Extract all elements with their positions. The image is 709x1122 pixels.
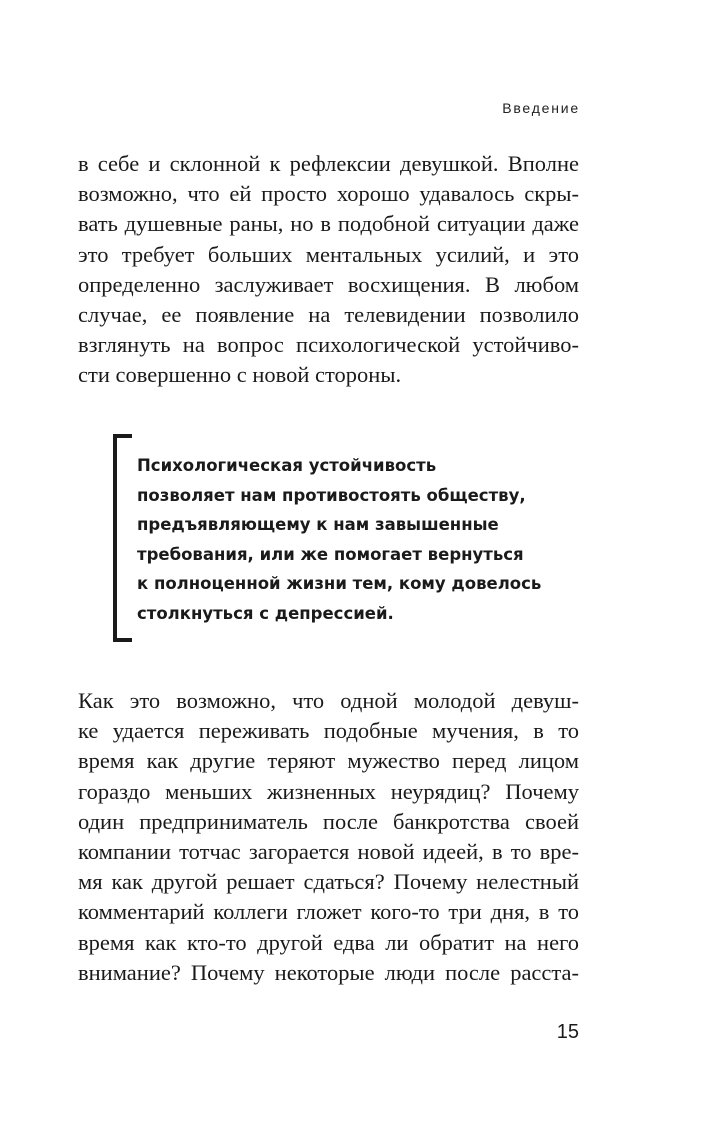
pull-quote bbox=[113, 434, 583, 642]
page-number: 15 bbox=[556, 1021, 579, 1043]
paragraph-2 bbox=[78, 686, 579, 988]
paragraph-2-line: Как это возможно, что одной молодой девуш- bbox=[78, 688, 579, 713]
paragraph-2-line: один предприниматель после банкротства своей bbox=[78, 808, 579, 834]
quote-bracket-bottom bbox=[113, 638, 132, 642]
paragraph-1-line: определенно заслуживает восхищения. В любом bbox=[78, 271, 579, 297]
paragraph-1-line: сти совершенно с новой стороны. bbox=[78, 362, 402, 388]
pull-quote-line: предъявляющему к нам завышенные bbox=[137, 515, 499, 535]
paragraph-1 bbox=[78, 149, 579, 391]
paragraph-1-line: случае, ее появление на телевидении позволило bbox=[78, 302, 579, 328]
pull-quote-line: к полноценной жизни тем, кому довелось bbox=[137, 574, 542, 594]
quote-bracket-side bbox=[113, 434, 117, 642]
paragraph-1-line: в себе и склонной к рефлексии девушкой. Вполне bbox=[78, 151, 579, 176]
paragraph-1-line: это требует больших ментальных усилий, и это bbox=[78, 241, 579, 267]
running-head: Введение bbox=[502, 100, 580, 116]
paragraph-2-line: время как кто-то другой едва ли обратит на него bbox=[78, 929, 579, 955]
paragraph-2-line: комментарий коллеги гложет кого-то три дня, в то bbox=[78, 899, 579, 925]
paragraph-2-line: ке удается переживать подобные мучения, в то bbox=[78, 718, 579, 744]
paragraph-2-line: компании тотчас загорается новой идеей, в то вре- bbox=[78, 839, 579, 865]
paragraph-2-line: мя как другой решает сдаться? Почему нелестный bbox=[78, 869, 579, 895]
pull-quote-line: столкнуться с депрессией. bbox=[137, 603, 394, 623]
paragraph-2-line: внимание? Почему некоторые люди после расста- bbox=[78, 959, 579, 985]
pull-quote-line: Психологическая устойчивость bbox=[137, 456, 437, 475]
paragraph-1-line: вать душевные раны, но в подобной ситуации даже bbox=[78, 211, 579, 237]
pull-quote-line: позволяет нам противостоять обществу, bbox=[137, 485, 526, 505]
paragraph-2-line: гораздо меньших жизненных неурядиц? Почему bbox=[78, 778, 579, 804]
paragraph-1-line: возможно, что ей просто хорошо удавалось скры- bbox=[78, 181, 579, 207]
pull-quote-text bbox=[137, 451, 541, 629]
paragraph-1-line: взглянуть на вопрос психологической устойчиво- bbox=[78, 332, 579, 358]
paragraph-2-line: время как другие теряют мужество перед лицом bbox=[78, 748, 579, 774]
pull-quote-line: требования, или же помогает вернуться bbox=[137, 544, 524, 564]
